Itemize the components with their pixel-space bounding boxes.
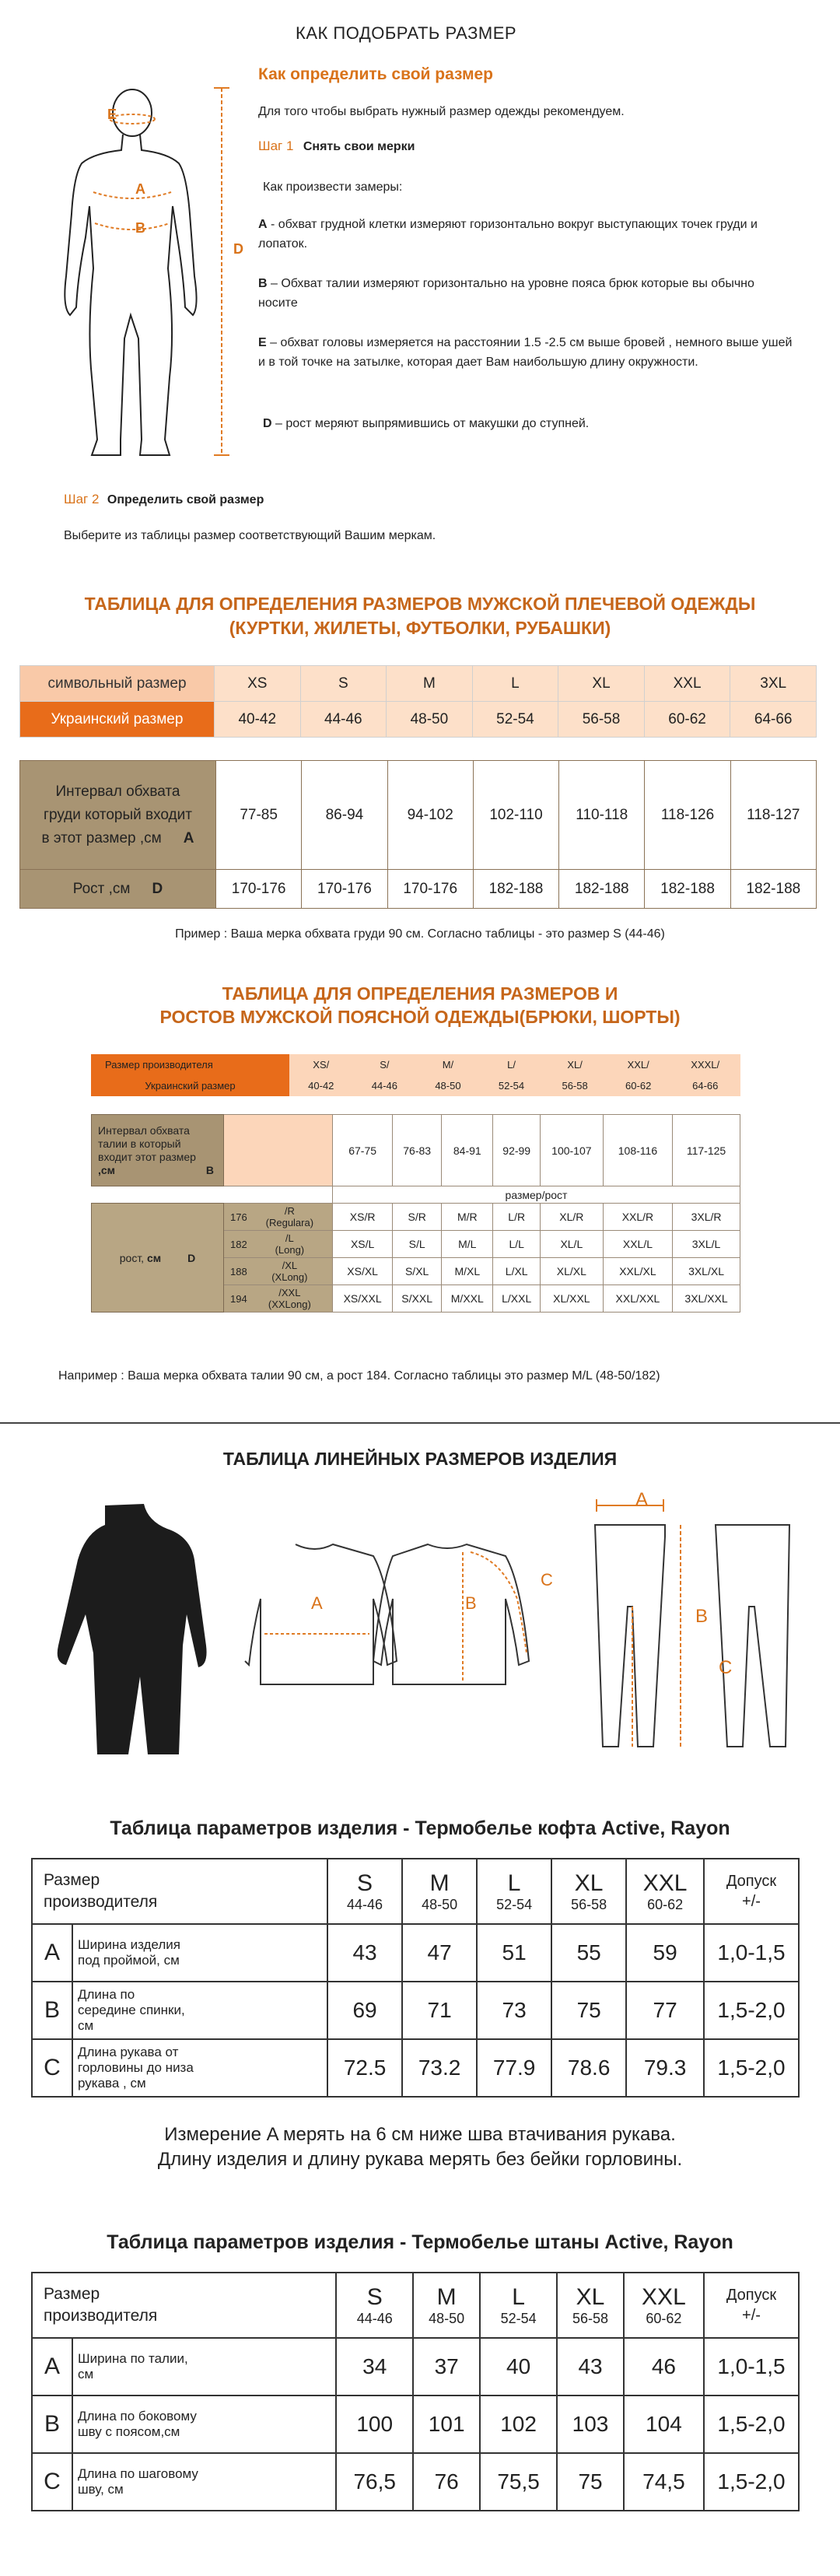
size-header bbox=[327, 1859, 402, 1924]
top-params-table bbox=[31, 1858, 800, 2098]
measure-e-letter: E bbox=[258, 336, 267, 349]
size-cell: XXL/ bbox=[607, 1054, 670, 1075]
value-cell: 76 bbox=[413, 2453, 480, 2511]
desc-line: Длина по bbox=[78, 1987, 135, 2002]
size-cell: 3XL bbox=[730, 666, 817, 702]
shoulder-title-1: ТАБЛИЦА ДЛЯ ОПРЕДЕЛЕНИЯ РАЗМЕРОВ МУЖСКОЙ ПЛЕЧЕВОЙ ОДЕЖДЫ bbox=[84, 594, 756, 614]
row-desc bbox=[72, 2039, 327, 2097]
value-cell: 74,5 bbox=[624, 2453, 704, 2511]
size-cell: S/ bbox=[353, 1054, 417, 1075]
table-row bbox=[32, 1924, 799, 1982]
height-code bbox=[224, 1231, 333, 1258]
code-2: (XXLong) bbox=[268, 1299, 311, 1310]
chest-label-1: Интервал обхвата bbox=[55, 783, 180, 800]
size-cell: 56-58 bbox=[558, 702, 645, 738]
height-cell: 182-188 bbox=[559, 870, 645, 909]
height-value: 176 bbox=[230, 1211, 247, 1223]
size-height-cell: XXL/XL bbox=[603, 1258, 672, 1285]
code-1: /XXL bbox=[278, 1287, 301, 1299]
size-ua: 60-62 bbox=[646, 2310, 682, 2326]
height-letter: D bbox=[152, 880, 163, 897]
size-height-cell: XS/XL bbox=[333, 1258, 393, 1285]
measure-d-text: – рост меряют выпрямившись от макушки до ступней. bbox=[271, 417, 590, 430]
code-2: (Regulara) bbox=[265, 1217, 314, 1228]
top-diagram bbox=[237, 1537, 564, 1708]
row-letter: A bbox=[32, 1924, 72, 1982]
desc-line: Ширина изделия bbox=[78, 1937, 180, 1952]
waist-letter: B bbox=[205, 1163, 214, 1176]
value-cell: 101 bbox=[413, 2396, 480, 2453]
top-label-c: C bbox=[541, 1570, 553, 1589]
value-cell: 100 bbox=[336, 2396, 413, 2453]
desc-line: Длина по шаговому bbox=[78, 2466, 198, 2481]
size-cell: 44-46 bbox=[300, 702, 387, 738]
row-letter: A bbox=[32, 2338, 72, 2396]
table-row bbox=[92, 1204, 740, 1231]
top-note-1: Измерение A мерять на 6 см ниже шва втачивания рукава. bbox=[164, 2124, 676, 2145]
table-row bbox=[91, 1075, 740, 1096]
desc-line: рукава , см bbox=[78, 2076, 146, 2091]
size-cell: 44-46 bbox=[353, 1075, 417, 1096]
chest-cell: 102-110 bbox=[473, 761, 558, 870]
desc-line: см bbox=[78, 2018, 94, 2033]
size-height-cell: L/XXL bbox=[493, 1285, 540, 1313]
step2-desc: Выберите из таблицы размер соответствующий Вашим меркам. bbox=[64, 529, 436, 542]
value-cell: 73 bbox=[477, 1982, 551, 2039]
corner-header bbox=[32, 2273, 336, 2338]
waist-label-unit: ,см bbox=[98, 1163, 116, 1176]
size-height-cell: XL/XL bbox=[540, 1258, 603, 1285]
value-cell: 73.2 bbox=[402, 2039, 477, 2097]
size-symbol: S bbox=[357, 1870, 373, 1896]
row-label-height-group bbox=[92, 1204, 224, 1313]
corner-2: производителя bbox=[44, 1893, 158, 1911]
table-row bbox=[32, 2396, 799, 2453]
size-cell: S bbox=[300, 666, 387, 702]
chest-cell: 94-102 bbox=[387, 761, 473, 870]
size-cell: 60-62 bbox=[644, 702, 730, 738]
waist-spacer bbox=[224, 1115, 333, 1186]
value-cell: 46 bbox=[624, 2338, 704, 2396]
value-cell: 77 bbox=[626, 1982, 704, 2039]
corner-1: Размер bbox=[44, 2285, 100, 2303]
size-header bbox=[626, 1859, 704, 1924]
tolerance-cell: 1,5-2,0 bbox=[704, 2396, 799, 2453]
size-header bbox=[402, 1859, 477, 1924]
size-header bbox=[480, 2273, 557, 2338]
size-header bbox=[551, 1859, 626, 1924]
row-label-ua: Украинский размер bbox=[20, 702, 215, 738]
desc-line: под проймой, см bbox=[78, 1953, 180, 1968]
size-height-cell: S/R bbox=[393, 1204, 442, 1231]
height-code bbox=[224, 1204, 333, 1231]
size-cell: XXXL/ bbox=[670, 1054, 740, 1075]
height-cell: 170-176 bbox=[387, 870, 473, 909]
table-row bbox=[91, 1054, 740, 1075]
size-height-cell: XS/L bbox=[333, 1231, 393, 1258]
height-cell: 182-188 bbox=[645, 870, 730, 909]
value-cell: 47 bbox=[402, 1924, 477, 1982]
size-symbol: XXL bbox=[642, 2283, 686, 2310]
tolerance-cell: 1,5-2,0 bbox=[704, 1982, 799, 2039]
size-cell: XS/ bbox=[289, 1054, 353, 1075]
value-cell: 59 bbox=[626, 1924, 704, 1982]
waist-cell: 108-116 bbox=[603, 1115, 672, 1186]
waist-title-1: ТАБЛИЦА ДЛЯ ОПРЕДЕЛЕНИЯ РАЗМЕРОВ И bbox=[222, 983, 618, 1004]
value-cell: 75,5 bbox=[480, 2453, 557, 2511]
waist-cell: 92-99 bbox=[493, 1115, 540, 1186]
shoulder-title-2: (КУРТКИ, ЖИЛЕТЫ, ФУТБОЛКИ, РУБАШКИ) bbox=[229, 618, 611, 638]
size-header bbox=[336, 2273, 413, 2338]
row-desc bbox=[72, 2453, 336, 2511]
measure-a-letter: A bbox=[258, 218, 268, 231]
tolerance-label: Допуск bbox=[726, 2287, 777, 2304]
tolerance-cell: 1,5-2,0 bbox=[704, 2039, 799, 2097]
row-label-waist bbox=[92, 1115, 224, 1186]
divider bbox=[0, 1422, 840, 1424]
shoulder-size-table bbox=[19, 665, 817, 738]
figure-label-e: E bbox=[107, 107, 117, 122]
value-cell: 76,5 bbox=[336, 2453, 413, 2511]
top-label-b: B bbox=[465, 1593, 477, 1613]
size-height-cell: M/XXL bbox=[442, 1285, 493, 1313]
subheader-spacer bbox=[92, 1186, 333, 1204]
height-cell: 170-176 bbox=[302, 870, 387, 909]
size-cell: M bbox=[387, 666, 473, 702]
value-cell: 78.6 bbox=[551, 2039, 626, 2097]
waist-height-label: рост, bbox=[119, 1251, 147, 1264]
pants-diagram bbox=[579, 1490, 821, 1770]
size-header bbox=[557, 2273, 624, 2338]
size-ua: 48-50 bbox=[422, 1896, 458, 1912]
pants-label-a: A bbox=[635, 1489, 649, 1510]
size-ua: 52-54 bbox=[500, 2310, 537, 2326]
desc-line: Длина рукава от bbox=[78, 2045, 179, 2059]
waist-example: Например : Ваша мерка обхвата талии 90 см, а рост 184. Согласно таблицы это размер M/L (48-50/182) bbox=[58, 1369, 660, 1383]
tolerance-header bbox=[704, 2273, 799, 2338]
height-cell: 182-188 bbox=[473, 870, 558, 909]
tolerance-cell: 1,0-1,5 bbox=[704, 2338, 799, 2396]
measure-d-letter: D bbox=[263, 417, 272, 430]
pants-label-b: B bbox=[695, 1606, 709, 1627]
top-params-title: Таблица параметров изделия - Термобелье кофта Active, Rayon bbox=[110, 1817, 730, 1839]
size-cell: 64-66 bbox=[670, 1075, 740, 1096]
size-height-cell: L/L bbox=[493, 1231, 540, 1258]
step2-text: Определить свой размер bbox=[107, 493, 264, 506]
value-cell: 43 bbox=[327, 1924, 402, 1982]
chest-cell: 86-94 bbox=[302, 761, 387, 870]
table-row bbox=[32, 2273, 799, 2338]
waist-label-1: Интервал обхвата bbox=[98, 1123, 190, 1137]
step1-label: Шаг 1 bbox=[258, 138, 294, 153]
figure-label-a: A bbox=[135, 181, 145, 197]
size-header bbox=[477, 1859, 551, 1924]
height-value: 188 bbox=[230, 1266, 247, 1277]
size-symbol: M bbox=[436, 2283, 457, 2310]
code-2: (Long) bbox=[275, 1244, 305, 1256]
size-cell: 56-58 bbox=[543, 1075, 607, 1096]
size-height-cell: XS/XXL bbox=[333, 1285, 393, 1313]
waist-label-4 bbox=[98, 1164, 223, 1177]
measure-b-letter: B bbox=[258, 277, 268, 290]
row-desc bbox=[72, 1924, 327, 1982]
subheader-size-height: размер/рост bbox=[333, 1186, 740, 1204]
row-label-chest bbox=[20, 761, 216, 870]
row-label-symbol: символьный размер bbox=[20, 666, 215, 702]
waist-label-3: входит этот размер bbox=[98, 1150, 196, 1163]
value-cell: 75 bbox=[557, 2453, 624, 2511]
size-cell: 52-54 bbox=[472, 702, 558, 738]
measure-a-text: - обхват грудной клетки измеряют горизонтально вокруг выступающих точек груди и лопаток. bbox=[258, 218, 758, 251]
size-height-cell: S/XXL bbox=[393, 1285, 442, 1313]
size-height-cell: XL/XXL bbox=[540, 1285, 603, 1313]
value-cell: 71 bbox=[402, 1982, 477, 2039]
step1 bbox=[258, 138, 415, 154]
size-cell: 52-54 bbox=[480, 1075, 544, 1096]
waist-title-2: РОСТОВ МУЖСКОЙ ПОЯСНОЙ ОДЕЖДЫ(БРЮКИ, ШОРТЫ) bbox=[159, 1007, 681, 1027]
desc-line: Длина по боковому bbox=[78, 2409, 197, 2424]
desc-line: шву с поясом,см bbox=[78, 2424, 180, 2439]
table-row bbox=[32, 2039, 799, 2097]
waist-size-table bbox=[91, 1054, 740, 1096]
chest-cell: 77-85 bbox=[216, 761, 302, 870]
value-cell: 72.5 bbox=[327, 2039, 402, 2097]
desc-line: середине спинки, bbox=[78, 2003, 185, 2017]
size-ua: 56-58 bbox=[572, 2310, 609, 2326]
size-cell: 60-62 bbox=[607, 1075, 670, 1096]
size-height-cell: M/XL bbox=[442, 1258, 493, 1285]
waist-cell: 67-75 bbox=[333, 1115, 393, 1186]
size-height-cell: M/L bbox=[442, 1231, 493, 1258]
row-label-ua: Украинский размер bbox=[91, 1075, 289, 1096]
tolerance-label: Допуск bbox=[726, 1873, 777, 1890]
size-height-cell: XS/R bbox=[333, 1204, 393, 1231]
model-photo bbox=[31, 1498, 226, 1762]
size-height-cell: S/L bbox=[393, 1231, 442, 1258]
chest-cell: 118-126 bbox=[645, 761, 730, 870]
table-row bbox=[20, 870, 817, 909]
waist-height-unit: см bbox=[146, 1251, 162, 1264]
size-height-cell: XL/L bbox=[540, 1231, 603, 1258]
value-cell: 77.9 bbox=[477, 2039, 551, 2097]
desc-line: см bbox=[78, 2367, 94, 2381]
size-symbol: M bbox=[429, 1870, 450, 1896]
size-height-cell: L/XL bbox=[493, 1258, 540, 1285]
tolerance-header bbox=[704, 1859, 799, 1924]
size-height-cell: 3XL/XXL bbox=[673, 1285, 740, 1313]
figure-label-b: B bbox=[135, 220, 145, 236]
size-header bbox=[413, 2273, 480, 2338]
value-cell: 51 bbox=[477, 1924, 551, 1982]
height-code bbox=[224, 1258, 333, 1285]
tolerance-pm: +/- bbox=[742, 1893, 761, 1910]
measure-e bbox=[258, 333, 795, 372]
size-ua: 56-58 bbox=[571, 1896, 607, 1912]
size-height-cell: 3XL/XL bbox=[673, 1258, 740, 1285]
tolerance-pm: +/- bbox=[742, 2307, 761, 2324]
size-cell: 40-42 bbox=[215, 702, 301, 738]
size-height-cell: M/R bbox=[442, 1204, 493, 1231]
section-subtitle: Как определить свой размер bbox=[258, 65, 494, 83]
tolerance-cell: 1,5-2,0 bbox=[704, 2453, 799, 2511]
chest-cell: 118-127 bbox=[730, 761, 816, 870]
desc-line: горловины до низа bbox=[78, 2060, 194, 2075]
corner-header bbox=[32, 1859, 327, 1924]
size-height-cell: XXL/XXL bbox=[603, 1285, 672, 1313]
tolerance-cell: 1,0-1,5 bbox=[704, 1924, 799, 1982]
waist-cell: 117-125 bbox=[673, 1115, 740, 1186]
code-1: /R bbox=[284, 1205, 295, 1217]
size-cell: L bbox=[472, 666, 558, 702]
waist-cell: 76-83 bbox=[393, 1115, 442, 1186]
size-ua: 44-46 bbox=[347, 1896, 383, 1912]
body-figure bbox=[47, 82, 249, 463]
size-height-cell: L/R bbox=[493, 1204, 540, 1231]
code-2: (XLong) bbox=[271, 1271, 308, 1283]
height-value: 182 bbox=[230, 1239, 247, 1250]
linear-title: ТАБЛИЦА ЛИНЕЙНЫХ РАЗМЕРОВ ИЗДЕЛИЯ bbox=[222, 1449, 618, 1469]
table-row bbox=[32, 1859, 799, 1924]
size-ua: 52-54 bbox=[496, 1896, 533, 1912]
size-cell: XL bbox=[558, 666, 645, 702]
corner-1: Размер bbox=[44, 1871, 100, 1889]
table-row bbox=[20, 761, 817, 870]
table-row bbox=[20, 666, 817, 702]
size-height-cell: S/XL bbox=[393, 1258, 442, 1285]
pants-params-title: Таблица параметров изделия - Термобелье штаны Active, Rayon bbox=[107, 2231, 733, 2253]
waist-cell: 84-91 bbox=[442, 1115, 493, 1186]
size-cell: XL/ bbox=[543, 1054, 607, 1075]
step1-text: Снять свои мерки bbox=[303, 140, 415, 153]
size-cell: L/ bbox=[480, 1054, 544, 1075]
size-symbol: S bbox=[366, 2283, 383, 2310]
pants-label-c: C bbox=[719, 1657, 733, 1678]
measure-b bbox=[258, 274, 787, 313]
size-symbol: L bbox=[512, 2283, 525, 2310]
measure-d bbox=[263, 414, 792, 433]
code-1: /XL bbox=[282, 1260, 298, 1271]
top-label-a: A bbox=[311, 1593, 323, 1613]
row-desc bbox=[72, 2338, 336, 2396]
value-cell: 69 bbox=[327, 1982, 402, 2039]
value-cell: 79.3 bbox=[626, 2039, 704, 2097]
size-height-cell: 3XL/R bbox=[673, 1204, 740, 1231]
value-cell: 102 bbox=[480, 2396, 557, 2453]
height-cell: 182-188 bbox=[730, 870, 816, 909]
size-ua: 60-62 bbox=[647, 1896, 684, 1912]
table-row bbox=[32, 2338, 799, 2396]
size-cell: 64-66 bbox=[730, 702, 817, 738]
size-ua: 48-50 bbox=[429, 2310, 465, 2326]
height-code bbox=[224, 1285, 333, 1313]
table-row bbox=[32, 2453, 799, 2511]
size-height-cell: XXL/L bbox=[603, 1231, 672, 1258]
measure-a bbox=[258, 215, 787, 254]
size-height-cell: 3XL/L bbox=[673, 1231, 740, 1258]
value-cell: 40 bbox=[480, 2338, 557, 2396]
row-desc bbox=[72, 1982, 327, 2039]
measure-e-text: – обхват головы измеряется на расстоянии 1.5 -2.5 см выше бровей , немного выше ушей и в той точке на затылке, которая дает Вам наибольшую длину окружности. bbox=[258, 336, 793, 369]
size-cell: M/ bbox=[416, 1054, 480, 1075]
row-label-maker: Размер производителя bbox=[91, 1054, 289, 1075]
page-title: КАК ПОДОБРАТЬ РАЗМЕР bbox=[296, 23, 517, 43]
size-cell: 40-42 bbox=[289, 1075, 353, 1096]
table-row bbox=[92, 1186, 740, 1204]
row-letter: B bbox=[32, 2396, 72, 2453]
size-cell: XS bbox=[215, 666, 301, 702]
row-letter: B bbox=[32, 1982, 72, 2039]
size-symbol: XL bbox=[574, 1870, 604, 1896]
height-value: 194 bbox=[230, 1293, 247, 1305]
waist-height-letter: D bbox=[187, 1251, 196, 1264]
shoulder-example: Пример : Ваша мерка обхвата груди 90 см. Согласно таблицы - это размер S (44-46) bbox=[175, 927, 665, 941]
size-header bbox=[624, 2273, 704, 2338]
size-symbol: XXL bbox=[642, 1870, 688, 1896]
chest-label-3 bbox=[20, 827, 215, 850]
chest-label-2: груди который входит bbox=[44, 806, 192, 823]
height-cell: 170-176 bbox=[216, 870, 302, 909]
shoulder-measure-table bbox=[19, 760, 817, 909]
row-letter: C bbox=[32, 2453, 72, 2511]
table-row bbox=[92, 1115, 740, 1186]
height-label: Рост ,см bbox=[72, 880, 131, 897]
value-cell: 43 bbox=[557, 2338, 624, 2396]
code-1: /L bbox=[285, 1232, 294, 1244]
top-note-2: Длину изделия и длину рукава мерять без бейки горловины. bbox=[157, 2149, 683, 2170]
figure-label-d: D bbox=[233, 241, 243, 257]
pants-params-table bbox=[31, 2272, 800, 2511]
size-cell: 48-50 bbox=[387, 702, 473, 738]
chest-cell: 110-118 bbox=[559, 761, 645, 870]
value-cell: 37 bbox=[413, 2338, 480, 2396]
intro-text: Для того чтобы выбрать нужный размер одежды рекомендуем. bbox=[258, 105, 625, 118]
value-cell: 75 bbox=[551, 1982, 626, 2039]
desc-line: Ширина по талии, bbox=[78, 2351, 188, 2366]
table-row bbox=[20, 702, 817, 738]
row-label-height bbox=[20, 870, 216, 909]
size-height-cell: XXL/R bbox=[603, 1204, 672, 1231]
row-letter: C bbox=[32, 2039, 72, 2097]
measure-b-text: – Обхват талии измеряют горизонтально на уровне пояса брюк которые вы обычно носите bbox=[258, 277, 754, 310]
waist-label-2: талии в который bbox=[98, 1137, 181, 1150]
value-cell: 55 bbox=[551, 1924, 626, 1982]
corner-2: производителя bbox=[44, 2307, 158, 2325]
step2 bbox=[64, 492, 264, 507]
value-cell: 34 bbox=[336, 2338, 413, 2396]
chest-letter: A bbox=[183, 829, 194, 846]
step2-label: Шаг 2 bbox=[64, 492, 100, 506]
size-symbol: L bbox=[507, 1870, 521, 1896]
chest-label-3-text: в этот размер ,см bbox=[41, 829, 162, 846]
value-cell: 103 bbox=[557, 2396, 624, 2453]
size-height-cell: XL/R bbox=[540, 1204, 603, 1231]
size-ua: 44-46 bbox=[356, 2310, 393, 2326]
value-cell: 104 bbox=[624, 2396, 704, 2453]
how-to-measure: Как произвести замеры: bbox=[263, 180, 403, 194]
size-cell: 48-50 bbox=[416, 1075, 480, 1096]
waist-cell: 100-107 bbox=[540, 1115, 603, 1186]
table-row bbox=[32, 1982, 799, 2039]
row-desc bbox=[72, 2396, 336, 2453]
size-symbol: XL bbox=[576, 2283, 605, 2310]
size-cell: XXL bbox=[644, 666, 730, 702]
desc-line: шву, см bbox=[78, 2482, 124, 2497]
waist-measure-table bbox=[91, 1114, 740, 1313]
